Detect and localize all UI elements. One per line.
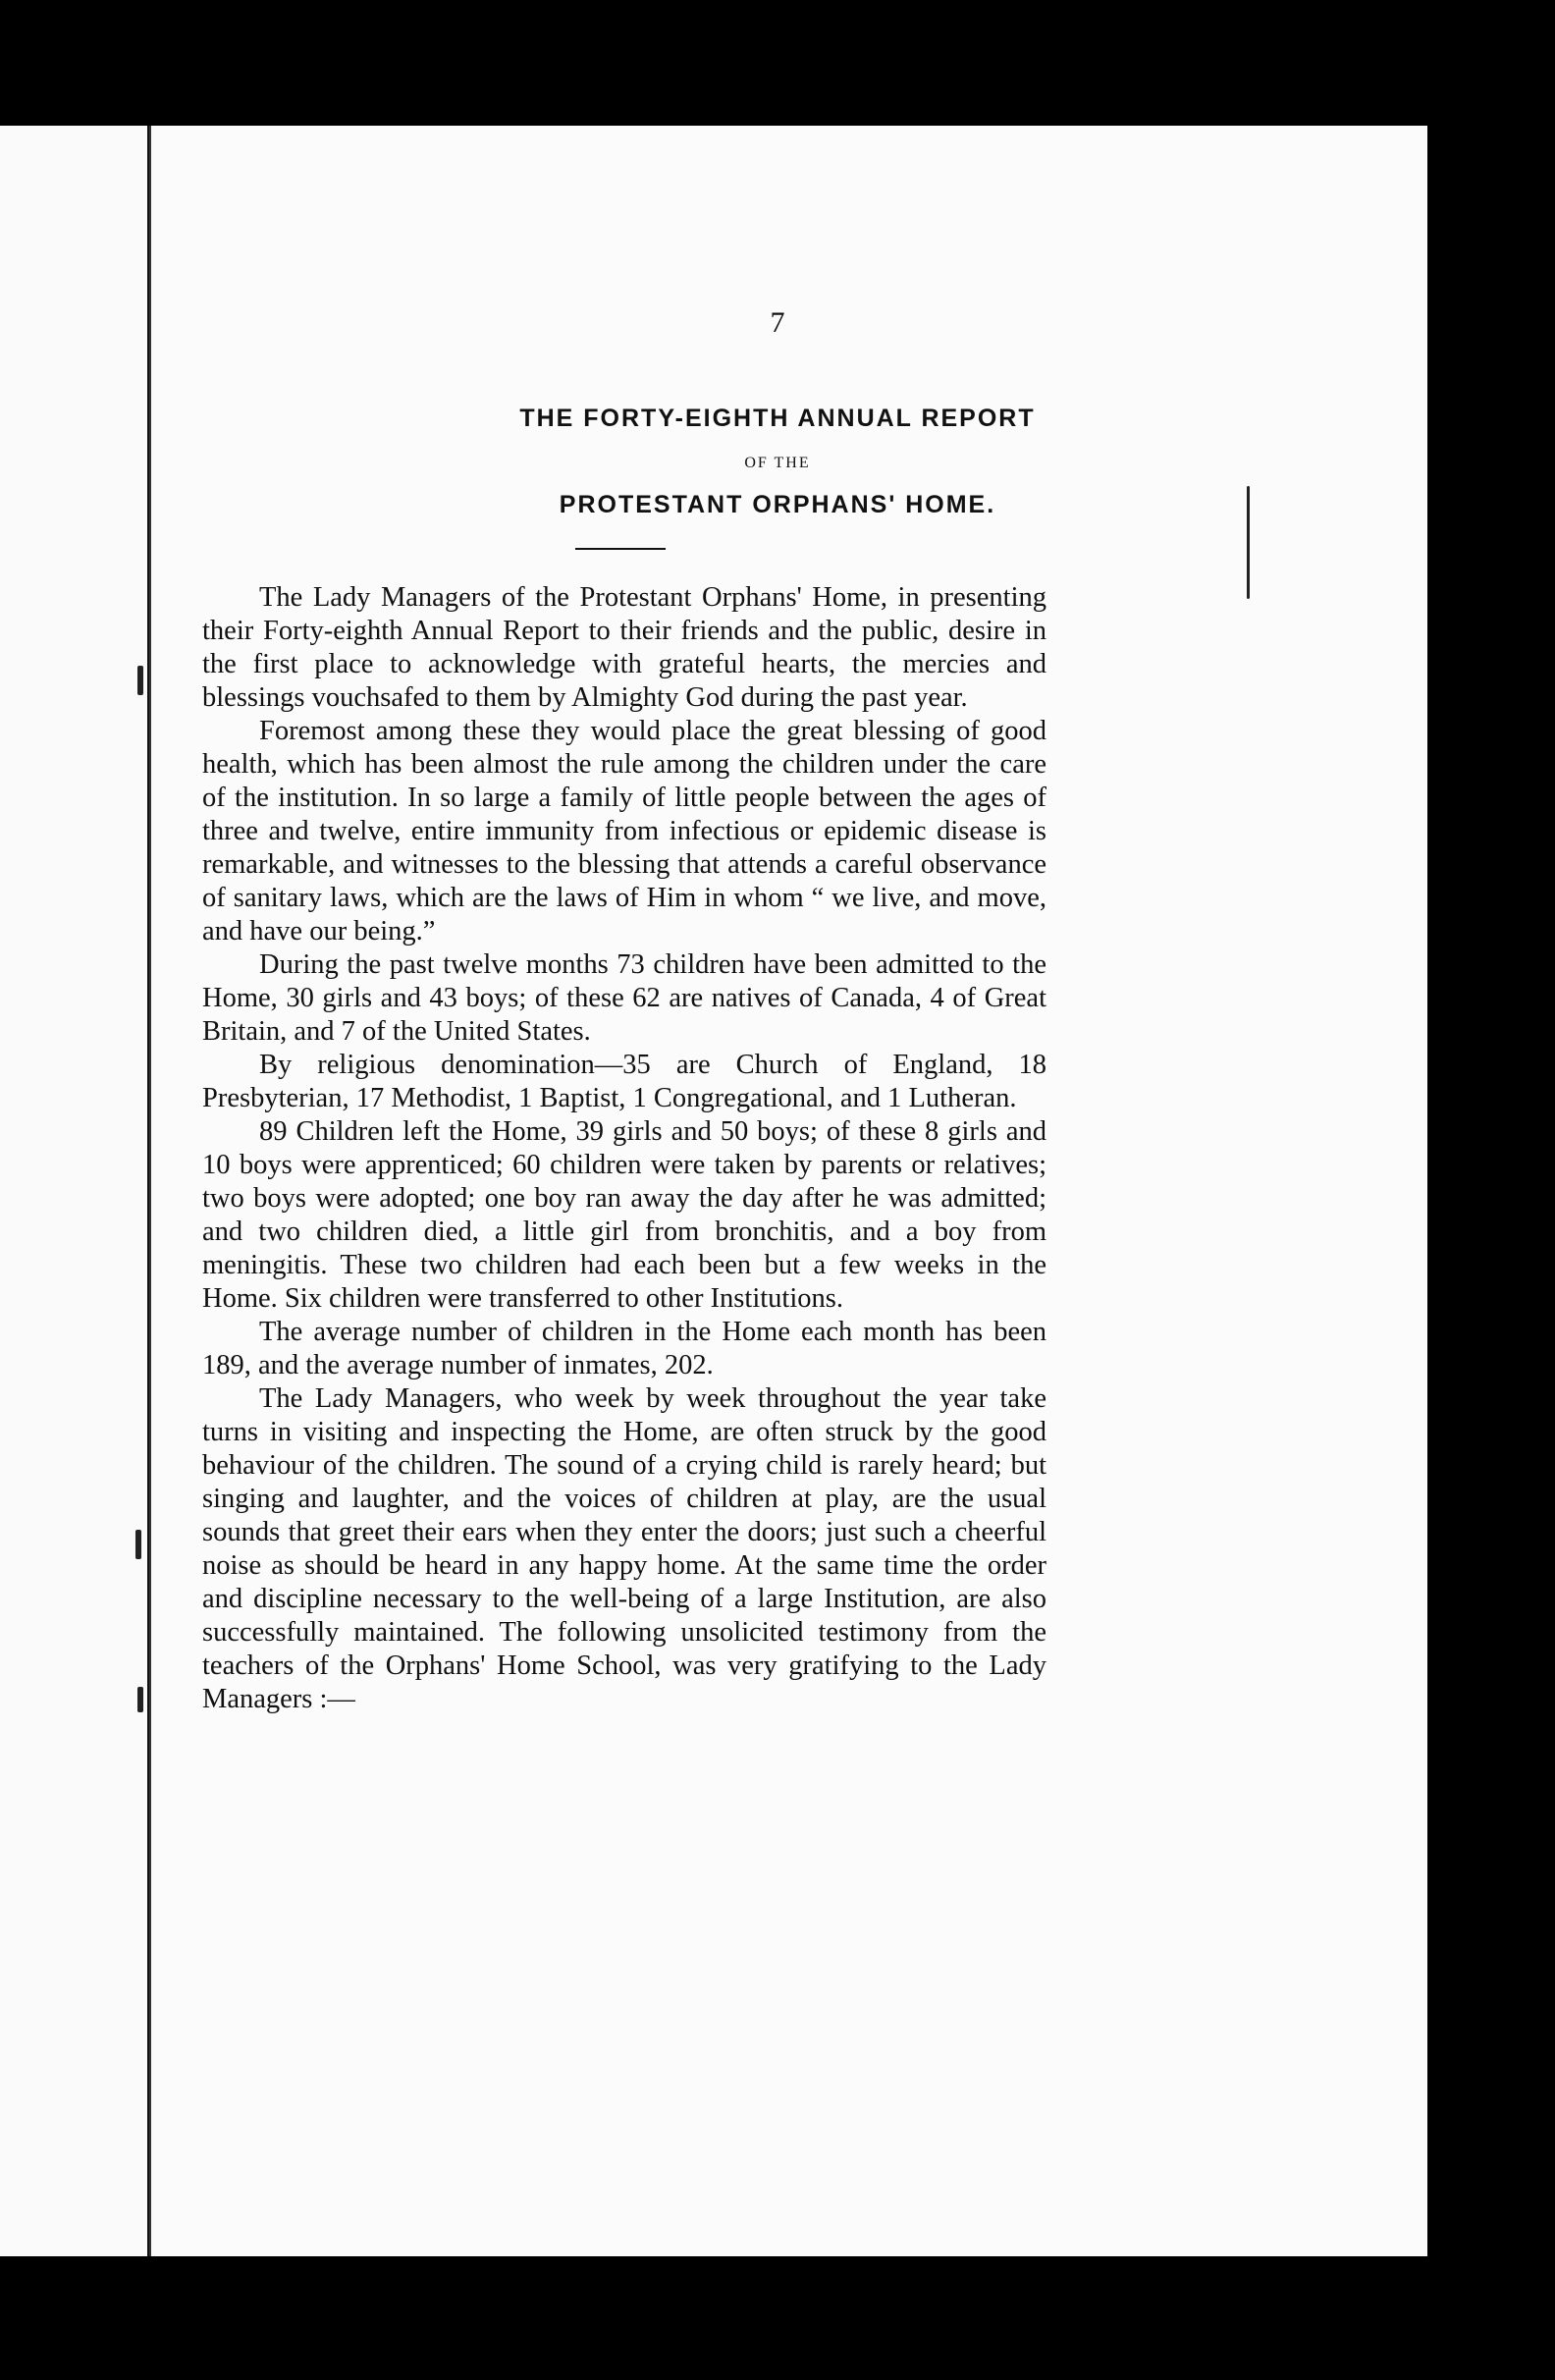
margin-mark <box>137 1687 143 1712</box>
paragraph: The Lady Managers of the Protestant Orphans' Home, in presenting their Forty-eighth Annual Report to their friends and the public, desire in the first place to acknowledge with grateful hearts, the mercies and blessings vouchsafed to them by Almighty God during the past year. <box>202 582 1046 713</box>
page-number: 7 <box>770 306 785 339</box>
report-body <box>202 581 1046 1716</box>
facing-page-edge <box>0 126 150 2256</box>
paragraph: Foremost among these they would place the great blessing of good health, which has been almost the rule among the children under the care of the institution. In so large a family of little people between the ages of three and twelve, entire immunity from infectious or epidemic disease is remarkable, and witnesses to the blessing that attends a careful observance of sanitary laws, which are the laws of Him in whom “ we live, and move, and have our being.” <box>202 716 1046 947</box>
paragraph: The Lady Managers, who week by week throughout the year take turns in visiting and inspecting the Home, are often struck by the good behaviour of the children. The sound of a crying child is rarely heard; but singing and laughter, and the voices of children at play, are the usual sounds that greet their ears when they enter the doors; just such a cheerful noise as should be heard in any happy home. At the same time the order and discipline necessary to the well-being of a large Institution, are also successfully maintained. The following unsolicited testimony from the teachers of the Orphans' Home School, was very gratifying to the Lady Managers :— <box>202 1383 1046 1714</box>
report-title: THE FORTY-EIGHTH ANNUAL REPORT <box>519 405 1036 432</box>
paragraph: 89 Children left the Home, 39 girls and 50 boys; of these 8 girls and 10 boys were apprenticed; 60 children were taken by parents or relatives; two boys were adopted; one boy ran away the day after he was admitted; and two children died, a little girl from bronchitis, and a boy from meningitis. These two children had each been but a few weeks in the Home. Six children were transferred to other Institutions. <box>202 1116 1046 1314</box>
organization-title: PROTESTANT ORPHANS' HOME. <box>559 491 996 518</box>
paragraph: The average number of children in the Home each month has been 189, and the average number of inmates, 202. <box>202 1317 1046 1380</box>
margin-mark <box>135 1530 141 1559</box>
margin-mark <box>137 666 143 695</box>
paragraph: By religious denomination—35 are Church of England, 18 Presbyterian, 17 Methodist, 1 Baptist, 1 Congregational, and 1 Lutheran. <box>202 1050 1046 1113</box>
title-divider <box>575 548 666 550</box>
title-connector: OF THE <box>744 455 811 471</box>
paragraph: During the past twelve months 73 children have been admitted to the Home, 30 girls and 43 boys; of these 62 are natives of Canada, 4 of Great Britain, and 7 of the United States. <box>202 949 1046 1047</box>
